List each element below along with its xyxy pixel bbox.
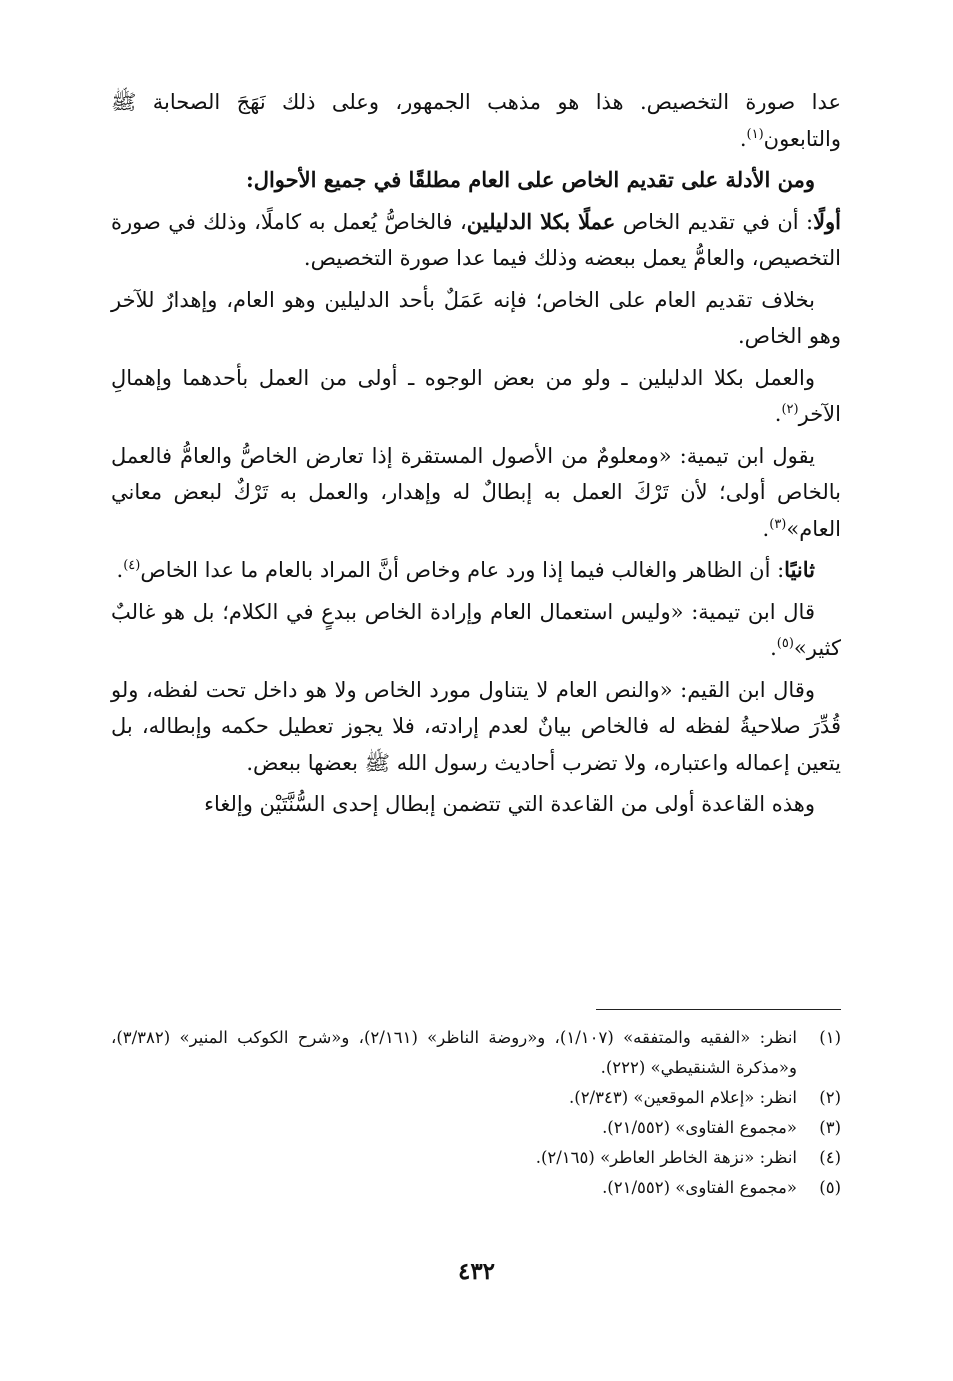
paragraph-first-argument	[111, 204, 841, 277]
footnote-number: (٣)	[819, 1118, 841, 1137]
paragraph-tail: .	[739, 126, 747, 151]
footnote-text: انظر: «الفقيه والمتفقه» (١/١٠٧)، و«روضة الناظر» (٢/١٦١)، و«شرح الكوكب المنير» (٣/٣٨٢)، و«مذكرة الشنقيطي» (٢٢٢).	[111, 1028, 797, 1077]
label-first: أولًا	[813, 208, 842, 234]
paragraph-3: بخلاف تقديم العام على الخاص؛ فإنه عَمَلٌ بأحد الدليلين وهو العام، وإهدارٌ للآخر وهو الخاص.	[111, 287, 841, 348]
footnote-number: (٢)	[819, 1088, 841, 1107]
footnote-ref-4: (٤)	[123, 558, 141, 573]
label-second: ثانيًا	[784, 557, 815, 582]
footnote-number: (٥)	[819, 1178, 841, 1197]
paragraph-1	[111, 84, 841, 157]
footnote-5	[111, 1173, 841, 1203]
footnote-text: «مجموع الفتاوى» (٢١/٥٥٢).	[602, 1118, 797, 1137]
paragraph-text: قال ابن تيمية: «وليس استعمال العام وإرادة الخاص ببدعٍ في الكلام؛ بل هو غالبٌ كثير»	[111, 599, 841, 660]
paragraph-tail: .	[774, 402, 782, 426]
paragraph-tail: .	[762, 516, 770, 541]
footnote-number: (١)	[819, 1028, 841, 1047]
footnote-2	[111, 1083, 841, 1113]
paragraph-text: ، فالخاصُّ يُعمل به كاملًا، وذلك في صورة التخصيص، والعامُّ يعمل ببعضه وذلك فيما عدا صورة التخصيص.	[111, 209, 841, 270]
main-text	[111, 84, 841, 828]
footnote-ref-5: (٥)	[776, 636, 794, 651]
paragraph-second-argument	[111, 552, 841, 589]
paragraph-text: : أن في تقديم الخاص	[615, 209, 814, 234]
footnote-1	[111, 1023, 841, 1083]
footnotes	[111, 1023, 841, 1203]
footnote-ref-3: (٣)	[769, 516, 787, 532]
footnote-3	[111, 1113, 841, 1143]
footnote-ref-2: (٢)	[781, 402, 799, 417]
paragraph-text: عدا صورة التخصيص. هذا هو مذهب الجمهور، وعلى ذلك نَهَجَ الصحابة ﷺ والتابعون	[111, 90, 841, 151]
emphasis-both-evidences: عملًا بكلا الدليلين	[466, 208, 616, 234]
paragraph-8: وقال ابن القيم: «والنص العام لا يتناول مورد الخاص ولا هو داخل تحت لفظه، ولو قُدِّرَ صلاحيةُ لفظه له فالخاص بيانٌ لعدم إرادته، فلا يجوز تعطيل حكمه وإبطاله، بل يتعين إعماله واعتباره، ولا تضرب أحاديث رسول الله ﷺ بعضها ببعض.	[111, 677, 841, 775]
paragraph-tail: .	[116, 558, 124, 582]
paragraph-9: وهذه القاعدة أولى من القاعدة التي تتضمن إبطال إحدى السُّنَّتَيْن وإلغاء	[204, 792, 815, 816]
paragraph-text: : أن الظاهر والغالب فيما إذا ورد عام وخاص أنَّ المراد بالعام ما عدا الخاص	[140, 558, 785, 582]
paragraph-4	[111, 360, 841, 433]
footnote-text: «مجموع الفتاوى» (٢١/٥٥٢).	[602, 1178, 797, 1197]
paragraph-5	[111, 438, 841, 548]
footnote-divider	[596, 1009, 841, 1010]
page-number: ٤٣٢	[457, 1258, 496, 1285]
footnote-ref-1: (١)	[746, 126, 764, 142]
paragraph-7	[111, 594, 841, 667]
paragraph-tail: .	[770, 636, 777, 660]
paragraph-text: والعمل بكلا الدليلين ـ ولو من بعض الوجوه ـ أولى من العمل بأحدهما وإهمالِ الآخر	[111, 365, 841, 426]
section-heading: ومن الأدلة على تقديم الخاص على العام مطلقًا في جميع الأحوال:	[245, 167, 815, 192]
footnote-text: انظر: «إعلام الموقعين» (٢/٣٤٣).	[569, 1088, 797, 1107]
footnote-4	[111, 1143, 841, 1173]
footnote-number: (٤)	[819, 1148, 841, 1167]
paragraph-text: يقول ابن تيمية: «ومعلومٌ من الأصول المستقرة إذا تعارض الخاصُّ والعامُّ فالعمل بالخاص أولى؛ لأن تَرْكَ العمل به إبطالٌ له وإهدار، والعمل به تَرْكٌ لبعض معاني العام»	[111, 443, 841, 541]
footnote-text: انظر: «نزهة الخاطر العاطر» (٢/١٦٥).	[535, 1148, 797, 1167]
